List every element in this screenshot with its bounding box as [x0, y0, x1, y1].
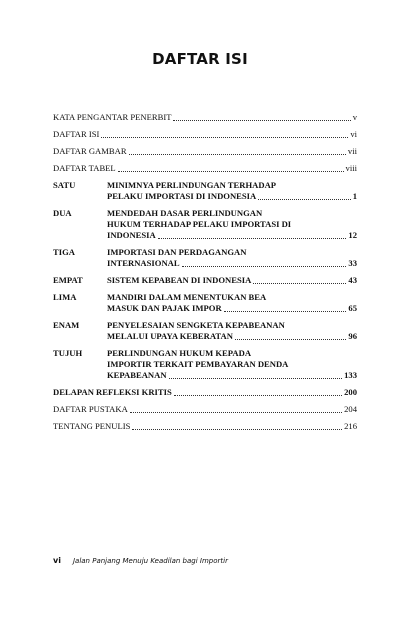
chapter-title [107, 247, 357, 269]
dot-leader [132, 429, 342, 430]
toc-entry-page: 133 [344, 370, 357, 380]
dot-leader [253, 283, 346, 284]
chapter-title-line: KEPABEANAN [107, 370, 167, 380]
toc-chapter-entry[interactable] [53, 208, 357, 241]
chapter-title-line: MINIMNYA PERLINDUNGAN TERHADAP [107, 180, 277, 190]
chapter-title-line: MELALUI UPAYA KEBERATAN [107, 331, 233, 341]
chapter-title-line: MENDEDAH DASAR PERLINDUNGAN [107, 208, 263, 218]
chapter-title-line: SISTEM KEPABEAN DI INDONESIA [107, 275, 252, 285]
toc-entry-label: DAFTAR PUSTAKA [53, 404, 128, 414]
dot-leader [129, 154, 346, 155]
toc-entry-page: 65 [348, 303, 357, 313]
toc-entry-page: 204 [344, 404, 357, 414]
toc-entry-label: DAFTAR TABEL [53, 163, 116, 173]
toc-entry[interactable] [53, 146, 357, 157]
chapter-title-line: INDONESIA [107, 230, 156, 240]
toc-entry[interactable] [53, 112, 357, 123]
chapter-title-line: MASUK DAN PAJAK IMPOR [107, 303, 222, 313]
dot-leader [130, 412, 342, 413]
chapter-number: TIGA [53, 247, 75, 257]
chapter-title-line: PELAKU IMPORTASI DI INDONESIA [107, 191, 257, 201]
chapter-title [107, 348, 357, 381]
toc-entry-page: 43 [348, 275, 357, 285]
chapter-title [107, 320, 357, 342]
toc-entry-page: 216 [344, 421, 357, 431]
chapter-title-line: HUKUM TERHADAP PELAKU IMPORTASI DI [107, 219, 292, 229]
toc-entry-label: TENTANG PENULIS [53, 421, 131, 431]
toc-chapter-entry[interactable] [53, 320, 357, 342]
dot-leader [258, 199, 350, 200]
toc-chapter-entry[interactable] [53, 180, 357, 202]
chapter-title [107, 292, 357, 314]
toc-entry[interactable] [53, 404, 357, 415]
chapter-number: TUJUH [53, 348, 83, 358]
chapter-number: ENAM [53, 320, 80, 330]
chapter-title-line: IMPORTIR TERKAIT PEMBAYARAN DENDA [107, 359, 289, 369]
dot-leader [173, 120, 350, 121]
page-footer [53, 556, 228, 565]
toc-entry-label: DAFTAR GAMBAR [53, 146, 127, 156]
toc-chapter-entry[interactable] [53, 292, 357, 314]
chapter-number: EMPAT [53, 275, 83, 285]
toc-entry[interactable] [53, 421, 357, 432]
dot-leader [101, 137, 348, 138]
chapter-title-line: IMPORTASI DAN PERDAGANGAN [107, 247, 247, 257]
chapter-title-line: PENYELESAIAN SENGKETA KEPABEANAN [107, 320, 285, 330]
dot-leader [235, 339, 347, 340]
toc-chapter-entry[interactable] [53, 275, 357, 286]
toc-entry-page: vii [347, 146, 357, 156]
back-matter-list [53, 404, 357, 432]
toc-entry-label: DAFTAR ISI [53, 129, 100, 139]
dot-leader [158, 238, 347, 239]
dot-leader [224, 311, 347, 312]
front-matter-list [53, 112, 357, 174]
chapter-title [107, 275, 357, 286]
dot-leader [118, 171, 344, 172]
toc-entry-page: vi [350, 129, 357, 139]
chapter-title [107, 208, 357, 241]
page-title: DAFTAR ISI [152, 50, 248, 68]
chapter-number: DUA [53, 208, 72, 218]
chapter-list [53, 180, 357, 381]
dot-leader [169, 378, 343, 379]
toc-entry-delapan[interactable] [53, 387, 357, 398]
toc-entry-page: 96 [348, 331, 357, 341]
toc-entry-page: 200 [344, 387, 357, 397]
footer-book-title: Jalan Panjang Menuju Keadilan bagi Importir [72, 557, 228, 565]
toc-entry-page: 12 [348, 230, 357, 240]
toc-entry-page: 1 [352, 191, 357, 201]
chapter-title-line: INTERNASIONAL [107, 258, 180, 268]
footer-page-number: vi [53, 556, 61, 565]
dot-leader [182, 266, 347, 267]
table-of-contents [53, 112, 357, 438]
toc-entry-page: v [352, 112, 357, 122]
toc-chapter-entry[interactable] [53, 247, 357, 269]
chapter-number: SATU [53, 180, 76, 190]
chapter-title-line: PERLINDUNGAN HUKUM KEPADA [107, 348, 252, 358]
chapter-title [107, 180, 357, 202]
toc-entry-page: viii [345, 163, 357, 173]
toc-entry[interactable] [53, 129, 357, 140]
chapter-title-line: MANDIRI DALAM MENENTUKAN BEA [107, 292, 267, 302]
toc-entry-label: KATA PENGANTAR PENERBIT [53, 112, 172, 122]
toc-entry-page: 33 [348, 258, 357, 268]
toc-entry[interactable] [53, 163, 357, 174]
toc-entry-label: DELAPAN REFLEKSI KRITIS [53, 387, 172, 397]
chapter-number: LIMA [53, 292, 77, 302]
dot-leader [174, 395, 342, 396]
toc-chapter-entry[interactable] [53, 348, 357, 381]
